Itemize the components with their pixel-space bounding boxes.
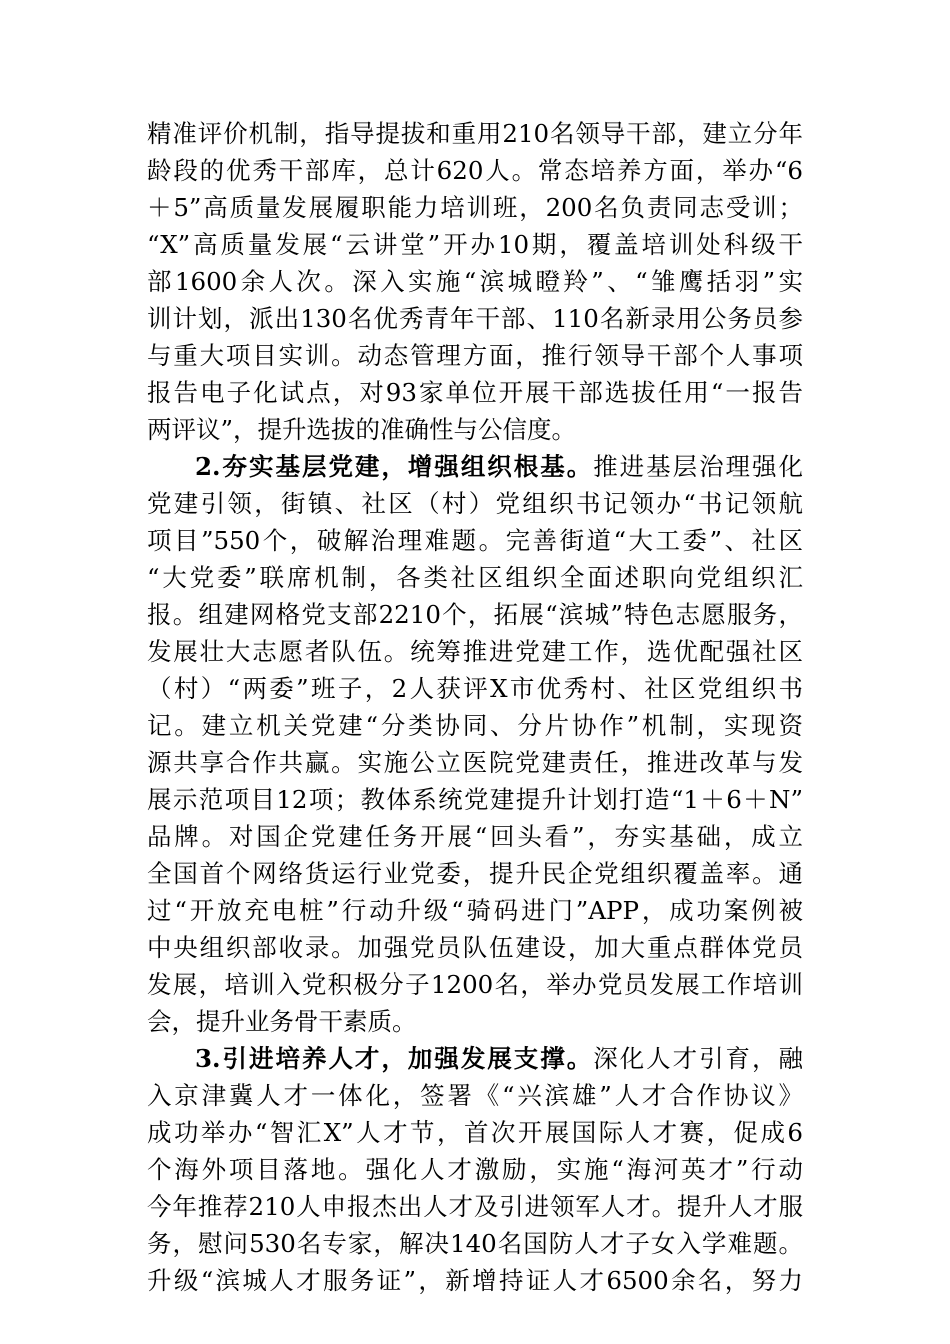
text-line: 全国首个网络货运行业党委，提升民企党组织覆盖率。通 [147, 859, 803, 888]
text-line: 个海外项目落地。强化人才激励，实施“海河英才”行动 [147, 1155, 803, 1184]
text-line: 今年推荐210人申报杰出人才及引进领军人才。提升人才服 [147, 1192, 803, 1221]
text-line: 记。建立机关党建“分类协同、分片协作”机制，实现资 [147, 711, 803, 740]
text-line: 与重大项目实训。动态管理方面，推行领导干部个人事项 [147, 341, 803, 370]
text-line: 项目”550个，破解治理难题。完善街道“大工委”、社区 [147, 526, 803, 555]
text-line: 训计划，派出130名优秀青年干部、110名新录用公务员参 [147, 304, 803, 333]
text-line: 务，慰问530名专家，解决140名国防人才子女入学难题。 [147, 1229, 803, 1258]
section-heading: 2.夯实基层党建，增强组织根基。 [195, 452, 594, 481]
text-line: 精准评价机制，指导提拔和重用210名领导干部，建立分年 [147, 119, 803, 148]
section-heading: 3.引进培养人才，加强发展支撑。 [195, 1044, 594, 1073]
text-line: 品牌。对国企党建任务开展“回头看”，夯实基础，成立 [147, 822, 803, 851]
text-line: 两评议”，提升选拔的准确性与公信度。 [147, 415, 577, 444]
text-line: 入京津冀人才一体化，签署《“兴滨雄”人才合作协议》 [147, 1081, 803, 1110]
text-line: “大党委”联席机制，各类社区组织全面述职向党组织汇 [147, 563, 803, 592]
text-line: 龄段的优秀干部库，总计620人。常态培养方面，举办“6 [147, 156, 803, 185]
text-line: 发展壮大志愿者队伍。统筹推进党建工作，选优配强社区 [147, 637, 803, 666]
text-line: ＋5”高质量发展履职能力培训班，200名负责同志受训； [147, 193, 803, 222]
text-line: 部1600余人次。深入实施“滨城瞪羚”、“雏鹰括羽”实 [147, 267, 803, 296]
section-heading-line: 3.引进培养人才，加强发展支撑。深化人才引育，融 [195, 1044, 804, 1073]
text-line: 源共享合作共赢。实施公立医院党建责任，推进改革与发 [147, 748, 803, 777]
text-line: 报。组建网格党支部2210个，拓展“滨城”特色志愿服务， [147, 600, 803, 629]
text-line: 发展，培训入党积极分子1200名，举办党员发展工作培训 [147, 970, 803, 999]
text-line: 中央组织部收录。加强党员队伍建设，加大重点群体党员 [147, 933, 803, 962]
text-line: （村）“两委”班子，2人获评X市优秀村、社区党组织书 [147, 674, 803, 703]
text-line: 过“开放充电桩”行动升级“骑码进门”APP，成功案例被 [147, 896, 803, 925]
text-line: “X”高质量发展“云讲堂”开办10期，覆盖培训处科级干 [147, 230, 803, 259]
text-line: 展示范项目12项；教体系统党建提升计划打造“1＋6＋N” [147, 785, 803, 814]
text-line: 报告电子化试点，对93家单位开展干部选拔任用“一报告 [147, 378, 803, 407]
text-line: 会，提升业务骨干素质。 [147, 1007, 417, 1036]
section-heading-line: 2.夯实基层党建，增强组织根基。推进基层治理强化 [195, 452, 804, 481]
text-line: 升级“滨城人才服务证”，新增持证人才6500余名，努力 [147, 1266, 803, 1295]
text-line: 成功举办“智汇X”人才节，首次开展国际人才赛，促成6 [147, 1118, 803, 1147]
text-line: 党建引领，街镇、社区（村）党组织书记领办“书记领航 [147, 489, 803, 518]
